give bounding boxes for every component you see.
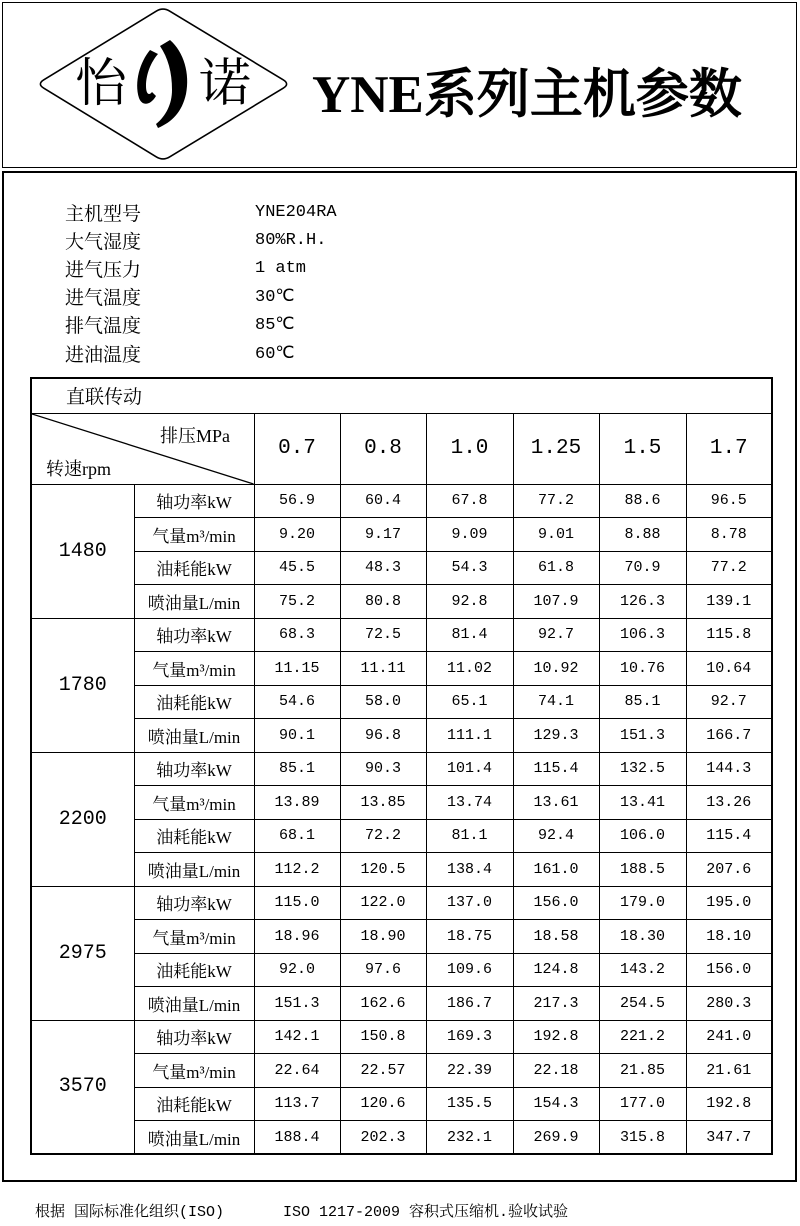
value-cell: 10.76 [599, 652, 686, 686]
value-cell: 65.1 [426, 685, 513, 719]
value-cell: 112.2 [254, 853, 340, 887]
value-cell: 124.8 [513, 953, 599, 987]
table-row [31, 618, 772, 652]
value-cell: 11.02 [426, 652, 513, 686]
table-row [31, 484, 772, 518]
pressure-header: 1.5 [599, 413, 686, 484]
value-cell: 90.1 [254, 719, 340, 753]
table-header-row [31, 413, 772, 484]
value-cell: 269.9 [513, 1121, 599, 1155]
footer-basis: 根据 国际标准化组织(ISO) [35, 1204, 225, 1221]
value-cell: 61.8 [513, 551, 599, 585]
row-label-cell: 轴功率kW [134, 618, 254, 652]
value-cell: 21.85 [599, 1054, 686, 1088]
spec-label: 进气温度 [65, 287, 142, 310]
value-cell: 113.7 [254, 1087, 340, 1121]
value-cell: 13.61 [513, 786, 599, 820]
value-cell: 129.3 [513, 719, 599, 753]
value-cell: 18.96 [254, 920, 340, 954]
pressure-header: 1.25 [513, 413, 599, 484]
value-cell: 13.26 [686, 786, 772, 820]
value-cell: 106.3 [599, 618, 686, 652]
footer-standard: ISO 1217-2009 容积式压缩机.验收试验 [283, 1204, 569, 1221]
value-cell: 75.2 [254, 585, 340, 619]
table-row [31, 819, 772, 853]
table-row [31, 1087, 772, 1121]
value-cell: 179.0 [599, 886, 686, 920]
table-row [31, 685, 772, 719]
value-cell: 162.6 [340, 987, 426, 1021]
pressure-header: 0.7 [254, 413, 340, 484]
value-cell: 8.88 [599, 518, 686, 552]
value-cell: 138.4 [426, 853, 513, 887]
row-label-cell: 喷油量L/min [134, 585, 254, 619]
value-cell: 232.1 [426, 1121, 513, 1155]
value-cell: 90.3 [340, 752, 426, 786]
value-cell: 315.8 [599, 1121, 686, 1155]
spec-value: YNE204RA [255, 202, 337, 222]
value-cell: 106.0 [599, 819, 686, 853]
spec-row-oil-temp [65, 339, 337, 367]
table-row [31, 518, 772, 552]
value-cell: 107.9 [513, 585, 599, 619]
table-row [31, 585, 772, 619]
value-cell: 9.09 [426, 518, 513, 552]
row-label-cell: 气量m³/min [134, 518, 254, 552]
value-cell: 156.0 [513, 886, 599, 920]
row-label-cell: 油耗能kW [134, 953, 254, 987]
pressure-header: 1.7 [686, 413, 772, 484]
logo-brush-mark [137, 40, 187, 128]
row-label-cell: 油耗能kW [134, 1087, 254, 1121]
value-cell: 18.90 [340, 920, 426, 954]
value-cell: 92.7 [686, 685, 772, 719]
value-cell: 9.17 [340, 518, 426, 552]
value-cell: 120.5 [340, 853, 426, 887]
value-cell: 72.5 [340, 618, 426, 652]
pressure-header: 0.8 [340, 413, 426, 484]
value-cell: 115.0 [254, 886, 340, 920]
rpm-cell: 2200 [31, 752, 134, 886]
value-cell: 132.5 [599, 752, 686, 786]
value-cell: 68.1 [254, 819, 340, 853]
table-row [31, 1121, 772, 1155]
value-cell: 139.1 [686, 585, 772, 619]
value-cell: 54.6 [254, 685, 340, 719]
value-cell: 195.0 [686, 886, 772, 920]
value-cell: 10.64 [686, 652, 772, 686]
value-cell: 97.6 [340, 953, 426, 987]
row-label-cell: 喷油量L/min [134, 1121, 254, 1155]
table-row [31, 752, 772, 786]
value-cell: 115.4 [686, 819, 772, 853]
value-cell: 241.0 [686, 1020, 772, 1054]
row-label-cell: 气量m³/min [134, 1054, 254, 1088]
spec-label: 大气湿度 [65, 230, 142, 253]
value-cell: 22.57 [340, 1054, 426, 1088]
value-cell: 221.2 [599, 1020, 686, 1054]
logo [0, 0, 330, 170]
value-cell: 22.39 [426, 1054, 513, 1088]
value-cell: 74.1 [513, 685, 599, 719]
value-cell: 68.3 [254, 618, 340, 652]
value-cell: 169.3 [426, 1020, 513, 1054]
value-cell: 11.11 [340, 652, 426, 686]
value-cell: 186.7 [426, 987, 513, 1021]
value-cell: 143.2 [599, 953, 686, 987]
spec-value: 60℃ [255, 344, 295, 364]
value-cell: 92.7 [513, 618, 599, 652]
row-label-cell: 喷油量L/min [134, 853, 254, 887]
value-cell: 96.5 [686, 484, 772, 518]
value-cell: 161.0 [513, 853, 599, 887]
table-row [31, 920, 772, 954]
value-cell: 58.0 [340, 685, 426, 719]
table-row [31, 953, 772, 987]
rpm-cell: 1480 [31, 484, 134, 618]
table-row [31, 551, 772, 585]
spec-label: 进气压力 [65, 258, 142, 281]
value-cell: 18.75 [426, 920, 513, 954]
spec-list [65, 198, 337, 367]
value-cell: 70.9 [599, 551, 686, 585]
value-cell: 120.6 [340, 1087, 426, 1121]
value-cell: 150.8 [340, 1020, 426, 1054]
value-cell: 92.0 [254, 953, 340, 987]
value-cell: 188.4 [254, 1121, 340, 1155]
value-cell: 207.6 [686, 853, 772, 887]
table-row [31, 786, 772, 820]
table-row [31, 853, 772, 887]
row-label-cell: 气量m³/min [134, 786, 254, 820]
value-cell: 142.1 [254, 1020, 340, 1054]
value-cell: 81.4 [426, 618, 513, 652]
row-label-cell: 油耗能kW [134, 685, 254, 719]
value-cell: 115.4 [513, 752, 599, 786]
value-cell: 22.64 [254, 1054, 340, 1088]
value-cell: 77.2 [686, 551, 772, 585]
value-cell: 111.1 [426, 719, 513, 753]
table-row [31, 1054, 772, 1088]
rpm-cell: 2975 [31, 886, 134, 1020]
value-cell: 280.3 [686, 987, 772, 1021]
row-label-cell: 油耗能kW [134, 551, 254, 585]
value-cell: 21.61 [686, 1054, 772, 1088]
value-cell: 188.5 [599, 853, 686, 887]
value-cell: 10.92 [513, 652, 599, 686]
value-cell: 135.5 [426, 1087, 513, 1121]
value-cell: 13.41 [599, 786, 686, 820]
value-cell: 85.1 [599, 685, 686, 719]
value-cell: 72.2 [340, 819, 426, 853]
row-label-cell: 轴功率kW [134, 1020, 254, 1054]
pressure-axis-label: 排压MPa [160, 425, 231, 446]
spec-value: 1 atm [255, 258, 307, 278]
spec-row-inlet-pressure [65, 254, 337, 282]
value-cell: 13.74 [426, 786, 513, 820]
spec-row-exhaust-temp [65, 311, 337, 339]
performance-table [30, 377, 773, 1155]
pressure-header: 1.0 [426, 413, 513, 484]
value-cell: 92.8 [426, 585, 513, 619]
value-cell: 18.58 [513, 920, 599, 954]
table-row [31, 652, 772, 686]
spec-label: 排气温度 [65, 315, 142, 338]
value-cell: 192.8 [686, 1087, 772, 1121]
table-caption: 直联传动 [31, 378, 772, 413]
value-cell: 88.6 [599, 484, 686, 518]
row-label-cell: 轴功率kW [134, 484, 254, 518]
value-cell: 18.10 [686, 920, 772, 954]
value-cell: 80.8 [340, 585, 426, 619]
value-cell: 151.3 [254, 987, 340, 1021]
value-cell: 77.2 [513, 484, 599, 518]
row-label-cell: 气量m³/min [134, 920, 254, 954]
spec-row-inlet-temp [65, 283, 337, 311]
speed-axis-label: 转速rpm [46, 458, 111, 479]
value-cell: 9.01 [513, 518, 599, 552]
value-cell: 56.9 [254, 484, 340, 518]
spec-row-humidity [65, 226, 337, 254]
value-cell: 217.3 [513, 987, 599, 1021]
rpm-cell: 3570 [31, 1020, 134, 1154]
value-cell: 347.7 [686, 1121, 772, 1155]
rpm-cell: 1780 [31, 618, 134, 752]
logo-char-left: 怡 [74, 54, 127, 114]
value-cell: 45.5 [254, 551, 340, 585]
value-cell: 85.1 [254, 752, 340, 786]
row-label-cell: 喷油量L/min [134, 719, 254, 753]
row-label-cell: 喷油量L/min [134, 987, 254, 1021]
value-cell: 96.8 [340, 719, 426, 753]
table-row [31, 987, 772, 1021]
value-cell: 137.0 [426, 886, 513, 920]
value-cell: 101.4 [426, 752, 513, 786]
value-cell: 177.0 [599, 1087, 686, 1121]
table-caption-row [31, 378, 772, 413]
table-row [31, 1020, 772, 1054]
spec-value: 85℃ [255, 316, 295, 336]
value-cell: 192.8 [513, 1020, 599, 1054]
row-label-cell: 轴功率kW [134, 752, 254, 786]
spec-value: 80%R.H. [255, 230, 327, 250]
value-cell: 202.3 [340, 1121, 426, 1155]
value-cell: 22.18 [513, 1054, 599, 1088]
value-cell: 13.89 [254, 786, 340, 820]
spec-label: 进油温度 [65, 343, 142, 366]
value-cell: 151.3 [599, 719, 686, 753]
value-cell: 11.15 [254, 652, 340, 686]
spec-value: 30℃ [255, 288, 295, 308]
row-label-cell: 油耗能kW [134, 819, 254, 853]
value-cell: 9.20 [254, 518, 340, 552]
page-title: YNE系列主机参数 [312, 66, 742, 124]
value-cell: 60.4 [340, 484, 426, 518]
value-cell: 67.8 [426, 484, 513, 518]
row-label-cell: 气量m³/min [134, 652, 254, 686]
value-cell: 156.0 [686, 953, 772, 987]
value-cell: 126.3 [599, 585, 686, 619]
value-cell: 18.30 [599, 920, 686, 954]
spec-label: 主机型号 [65, 202, 142, 225]
value-cell: 166.7 [686, 719, 772, 753]
value-cell: 92.4 [513, 819, 599, 853]
spec-table-body [31, 378, 772, 1154]
value-cell: 8.78 [686, 518, 772, 552]
table-row [31, 719, 772, 753]
table-row [31, 886, 772, 920]
row-label-cell: 轴功率kW [134, 886, 254, 920]
diagonal-header-cell [31, 413, 254, 484]
value-cell: 81.1 [426, 819, 513, 853]
value-cell: 54.3 [426, 551, 513, 585]
value-cell: 48.3 [340, 551, 426, 585]
value-cell: 254.5 [599, 987, 686, 1021]
value-cell: 109.6 [426, 953, 513, 987]
value-cell: 115.8 [686, 618, 772, 652]
value-cell: 154.3 [513, 1087, 599, 1121]
value-cell: 144.3 [686, 752, 772, 786]
logo-char-right: 诺 [198, 54, 251, 114]
value-cell: 122.0 [340, 886, 426, 920]
value-cell: 13.85 [340, 786, 426, 820]
spec-row-model [65, 198, 337, 226]
